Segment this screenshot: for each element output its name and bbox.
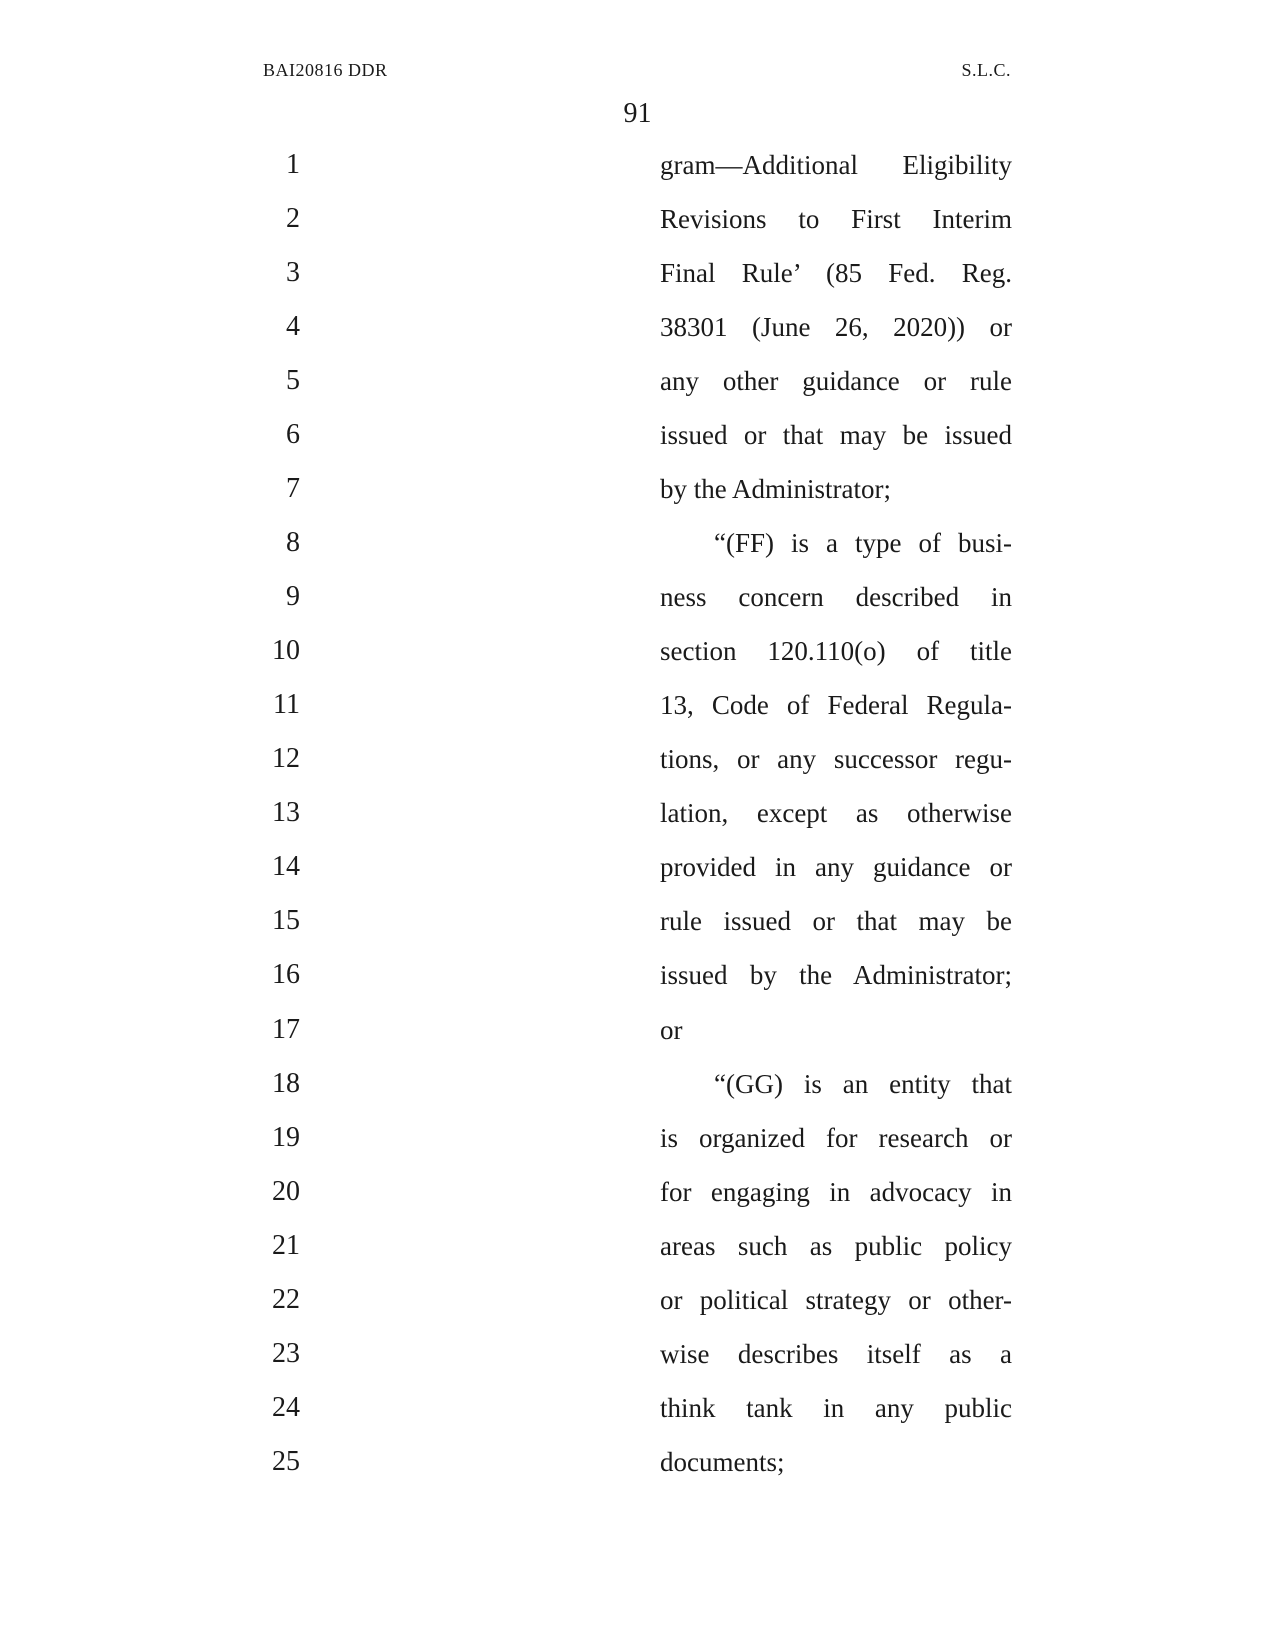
text-line: think tank in any public (660, 1392, 1012, 1423)
line-number: 9 (286, 581, 300, 613)
text-line: provided in any guidance or (660, 852, 1012, 883)
line-number-column (240, 148, 300, 1499)
line-number: 7 (286, 473, 300, 505)
text-line: any other guidance or rule (660, 366, 1012, 397)
text-line: Revisions to First Interim (660, 204, 1012, 235)
text-line: tions, or any successor regu- (660, 744, 1012, 775)
text-line: section 120.110(o) of title (660, 636, 1012, 667)
line-number: 14 (272, 851, 300, 883)
line-number: 4 (286, 311, 300, 343)
text-line: areas such as public policy (660, 1230, 1012, 1261)
text-line: “(FF) is a type of busi- (714, 528, 1012, 559)
line-number: 6 (286, 419, 300, 451)
line-number: 8 (286, 527, 300, 559)
line-number: 3 (286, 257, 300, 289)
text-line: or (660, 1014, 683, 1045)
page-number: 91 (623, 98, 652, 129)
text-line: issued or that may be issued (660, 420, 1012, 451)
text-line: gram—Additional Eligibility (660, 150, 1012, 180)
text-line: lation, except as otherwise (660, 798, 1012, 829)
text-line: ness concern described in (660, 582, 1012, 613)
bill-text-column (660, 148, 1012, 1499)
text-line: for engaging in advocacy in (660, 1176, 1012, 1207)
line-number: 10 (272, 635, 300, 667)
line-number: 20 (272, 1175, 300, 1207)
line-number: 17 (272, 1013, 300, 1045)
text-line: 38301 (June 26, 2020)) or (660, 312, 1012, 343)
line-number: 18 (272, 1067, 300, 1099)
document-id: BAI20816 DDR (263, 60, 388, 80)
text-line: Final Rule’ (85 Fed. Reg. (660, 258, 1012, 289)
text-line: issued by the Administrator; (660, 960, 1012, 991)
line-number: 22 (272, 1283, 300, 1315)
document-code: S.L.C. (961, 60, 1011, 80)
line-number: 11 (273, 689, 300, 721)
line-number: 5 (286, 365, 300, 397)
text-line: is organized for research or (660, 1122, 1012, 1153)
line-number: 1 (286, 149, 300, 180)
text-line: by the Administrator; (660, 474, 891, 505)
text-line: rule issued or that may be (660, 906, 1012, 937)
line-number: 15 (272, 905, 300, 937)
text-line: or political strategy or other- (660, 1284, 1012, 1315)
line-number: 23 (272, 1337, 300, 1369)
line-number: 2 (286, 203, 300, 235)
line-number: 16 (272, 959, 300, 991)
text-line: 13, Code of Federal Regula- (660, 690, 1012, 721)
text-line: documents; (660, 1446, 785, 1477)
line-number: 19 (272, 1121, 300, 1153)
line-number: 21 (272, 1229, 300, 1261)
text-line: “(GG) is an entity that (714, 1068, 1012, 1099)
line-number: 13 (272, 797, 300, 829)
line-number: 25 (272, 1445, 300, 1477)
line-number: 12 (272, 743, 300, 775)
text-line: wise describes itself as a (660, 1338, 1012, 1369)
line-number: 24 (272, 1391, 300, 1423)
